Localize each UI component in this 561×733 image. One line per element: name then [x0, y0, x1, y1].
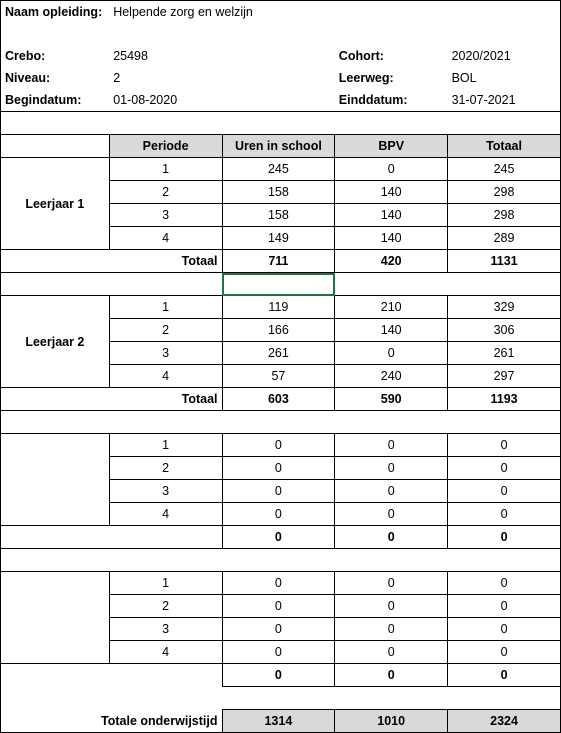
- subtotal-row: [1, 526, 561, 549]
- uren-cell[interactable]: 158: [222, 181, 335, 204]
- column-header-row: [1, 135, 561, 158]
- table-row: [1, 296, 561, 319]
- grand-total-totaal[interactable]: 2324: [448, 710, 561, 733]
- bpv-cell[interactable]: 240: [335, 365, 448, 388]
- subtotal-row: [1, 250, 561, 273]
- subtotal-uren[interactable]: 603: [222, 388, 335, 411]
- col-header-uren[interactable]: Uren in school: [222, 135, 335, 158]
- uren-cell[interactable]: 158: [222, 204, 335, 227]
- subtotal-totaal[interactable]: 1131: [448, 250, 561, 273]
- crebo-label[interactable]: Crebo:: [1, 45, 110, 67]
- spacer-row: [1, 112, 561, 135]
- info-row-naam: [1, 1, 561, 24]
- bpv-cell[interactable]: 0: [335, 158, 448, 181]
- grand-total-uren[interactable]: 1314: [222, 710, 335, 733]
- uren-cell[interactable]: 119: [222, 296, 335, 319]
- subtotal-bpv[interactable]: 0: [335, 526, 448, 549]
- totaal-cell[interactable]: 0: [448, 434, 561, 457]
- periode-cell[interactable]: 3: [109, 204, 222, 227]
- subtotal-uren[interactable]: 711: [222, 250, 335, 273]
- periode-cell[interactable]: 4: [109, 641, 222, 664]
- spacer-row: [1, 273, 561, 296]
- uren-cell[interactable]: 0: [222, 480, 335, 503]
- periode-cell[interactable]: 1: [109, 434, 222, 457]
- bpv-cell[interactable]: 0: [335, 618, 448, 641]
- totaal-cell[interactable]: 0: [448, 595, 561, 618]
- grand-total-bpv[interactable]: 1010: [335, 710, 448, 733]
- naam-value[interactable]: Helpende zorg en welzijn: [109, 1, 560, 24]
- subtotal-label[interactable]: [1, 664, 223, 687]
- totaal-cell[interactable]: 289: [448, 227, 561, 250]
- bpv-cell[interactable]: 140: [335, 227, 448, 250]
- bpv-cell[interactable]: 0: [335, 480, 448, 503]
- leerweg-label[interactable]: Leerweg:: [338, 71, 394, 85]
- subtotal-label[interactable]: [1, 526, 223, 549]
- table-row: [1, 572, 561, 595]
- block-label-leerjaar-1[interactable]: Leerjaar 1: [1, 158, 110, 250]
- bpv-cell[interactable]: 0: [335, 572, 448, 595]
- niveau-label[interactable]: Niveau:: [1, 67, 110, 89]
- niveau-value[interactable]: 2: [113, 71, 121, 85]
- block-label-empty[interactable]: [1, 572, 110, 664]
- uren-cell[interactable]: 261: [222, 342, 335, 365]
- uren-cell[interactable]: 0: [222, 618, 335, 641]
- bpv-cell[interactable]: 0: [335, 503, 448, 526]
- info-row-begin: [1, 89, 561, 112]
- totaal-cell[interactable]: 329: [448, 296, 561, 319]
- periode-cell[interactable]: 2: [109, 319, 222, 342]
- cohort-value[interactable]: 2020/2021: [448, 45, 561, 67]
- col-header-bpv[interactable]: BPV: [335, 135, 448, 158]
- grand-total-label[interactable]: Totale onderwijstijd: [1, 710, 223, 733]
- periode-cell[interactable]: 4: [109, 227, 222, 250]
- subtotal-uren[interactable]: 0: [222, 526, 335, 549]
- totaal-cell[interactable]: 245: [448, 158, 561, 181]
- cohort-label[interactable]: Cohort:: [338, 49, 384, 63]
- totaal-cell[interactable]: 0: [448, 457, 561, 480]
- eind-value[interactable]: 31-07-2021: [448, 89, 561, 112]
- table-row: [1, 434, 561, 457]
- spacer-row: [1, 411, 561, 434]
- selected-cell[interactable]: [222, 273, 335, 296]
- subtotal-uren[interactable]: 0: [222, 664, 335, 687]
- uren-cell[interactable]: 166: [222, 319, 335, 342]
- subtotal-bpv[interactable]: 0: [335, 664, 448, 687]
- totaal-cell[interactable]: 261: [448, 342, 561, 365]
- periode-cell[interactable]: 2: [109, 181, 222, 204]
- info-row-crebo: [1, 45, 561, 67]
- uren-cell[interactable]: 0: [222, 434, 335, 457]
- subtotal-row: [1, 388, 561, 411]
- uren-cell[interactable]: 57: [222, 365, 335, 388]
- subtotal-bpv[interactable]: 590: [335, 388, 448, 411]
- uren-cell[interactable]: 245: [222, 158, 335, 181]
- totaal-cell[interactable]: 297: [448, 365, 561, 388]
- grand-total-row: [1, 710, 561, 733]
- bpv-cell[interactable]: 0: [335, 342, 448, 365]
- uren-cell[interactable]: 0: [222, 572, 335, 595]
- totaal-cell[interactable]: 298: [448, 204, 561, 227]
- block-label-empty[interactable]: [1, 434, 110, 526]
- subtotal-row: [1, 664, 561, 687]
- periode-cell[interactable]: 1: [109, 572, 222, 595]
- block-label-leerjaar-2[interactable]: Leerjaar 2: [1, 296, 110, 388]
- periode-cell[interactable]: 3: [109, 342, 222, 365]
- periode-cell[interactable]: 1: [109, 296, 222, 319]
- begin-value[interactable]: 01-08-2020: [109, 89, 222, 112]
- eind-label[interactable]: Einddatum:: [335, 89, 448, 112]
- totaal-cell[interactable]: 0: [448, 503, 561, 526]
- totaal-cell[interactable]: 306: [448, 319, 561, 342]
- spacer-row: [1, 687, 561, 710]
- table-row: [1, 158, 561, 181]
- totaal-cell[interactable]: 0: [448, 641, 561, 664]
- totaal-cell[interactable]: 298: [448, 181, 561, 204]
- begin-label[interactable]: Begindatum:: [1, 89, 110, 112]
- subtotal-totaal[interactable]: 0: [448, 526, 561, 549]
- info-spacer: [1, 23, 561, 45]
- bpv-cell[interactable]: 140: [335, 319, 448, 342]
- subtotal-label[interactable]: Totaal: [1, 250, 223, 273]
- bpv-cell[interactable]: 210: [335, 296, 448, 319]
- subtotal-bpv[interactable]: 420: [335, 250, 448, 273]
- uren-cell[interactable]: 0: [222, 503, 335, 526]
- uren-cell[interactable]: 0: [222, 457, 335, 480]
- bpv-cell[interactable]: 0: [335, 434, 448, 457]
- subtotal-totaal[interactable]: 1193: [448, 388, 561, 411]
- totaal-cell[interactable]: 0: [448, 572, 561, 595]
- col-header-periode[interactable]: Periode: [109, 135, 222, 158]
- uren-cell[interactable]: 0: [222, 641, 335, 664]
- periode-cell[interactable]: 2: [109, 595, 222, 618]
- periode-cell[interactable]: 3: [109, 480, 222, 503]
- naam-label[interactable]: Naam opleiding:: [1, 1, 110, 24]
- periode-cell[interactable]: 1: [109, 158, 222, 181]
- info-row-niveau: [1, 67, 561, 89]
- spacer-row: [1, 549, 561, 572]
- subtotal-label[interactable]: Totaal: [1, 388, 223, 411]
- periode-cell[interactable]: 3: [109, 618, 222, 641]
- totaal-cell[interactable]: 0: [448, 618, 561, 641]
- bpv-cell[interactable]: 0: [335, 457, 448, 480]
- bpv-cell[interactable]: 140: [335, 204, 448, 227]
- col-header-totaal[interactable]: Totaal: [448, 135, 561, 158]
- bpv-cell[interactable]: 0: [335, 641, 448, 664]
- leerweg-value[interactable]: BOL: [448, 67, 561, 89]
- bpv-cell[interactable]: 0: [335, 595, 448, 618]
- periode-cell[interactable]: 4: [109, 365, 222, 388]
- bpv-cell[interactable]: 140: [335, 181, 448, 204]
- periode-cell[interactable]: 2: [109, 457, 222, 480]
- totaal-cell[interactable]: 0: [448, 480, 561, 503]
- periode-cell[interactable]: 4: [109, 503, 222, 526]
- crebo-value[interactable]: 25498: [113, 49, 148, 63]
- uren-cell[interactable]: 0: [222, 595, 335, 618]
- subtotal-totaal[interactable]: 0: [448, 664, 561, 687]
- uren-cell[interactable]: 149: [222, 227, 335, 250]
